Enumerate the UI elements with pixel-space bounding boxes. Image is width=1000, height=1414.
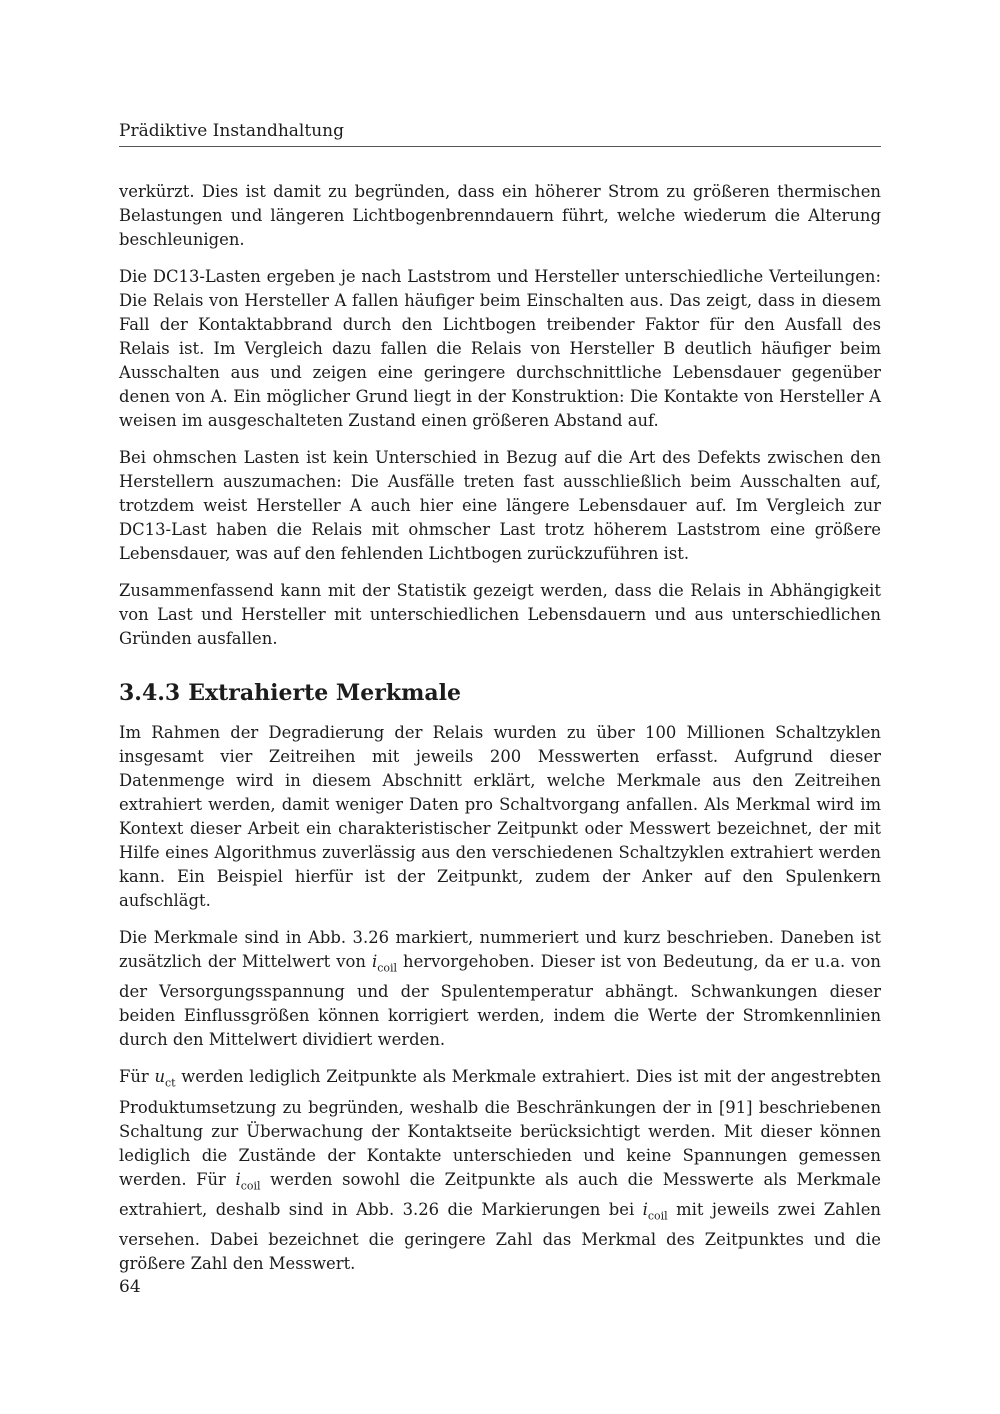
- math-symbol-i-coil: [371, 952, 398, 975]
- body-paragraph-2: Die DC13-Lasten ergeben je nach Laststrom und Hersteller unterschiedliche Verteilungen: Die Relais von Hersteller A fallen häufiger beim Einschalten aus. Das zeigt, dass in diesem Fall der Kontaktabbrand durch den Lichtbogen treibender Faktor für den Ausfall des Relais ist. Im Vergleich dazu fallen die Relais von Hersteller B deutlich häufiger beim Ausschalten aus und zeigen eine geringere durchschnittliche Lebensdauer gegenüber denen von A. Ein möglicher Grund liegt in der Konstruktion: Die Kontakte von Hersteller A weisen im ausgeschalteten Zustand einen größeren Abstand auf.: [119, 267, 881, 430]
- text-run: hervorgehoben. Dieser ist von Bedeutung, da er u.a. von der Versorgungsspannung und der Spulentemperatur abhängt. Schwankungen dieser beiden Einflussgrößen können korrigiert werden, indem die Werte der Stromkennlinien durch den Mittelwert dividiert werden.: [119, 952, 881, 1050]
- section-paragraph-3: [119, 1065, 881, 1276]
- text-run: werden sowohl die Zeitpunkte als auch die Messwerte als Merkmale extrahiert, deshalb sind in Abb. 3.26 die Markierungen bei: [119, 1169, 881, 1219]
- math-variable: i: [642, 1199, 648, 1219]
- body-paragraph-1: verkürzt. Dies ist damit zu begründen, dass ein höherer Strom zu größeren thermischen Belastungen und längeren Lichtbogenbrenndauern führt, welche wiederum die Alterung beschleunigen.: [119, 182, 881, 249]
- math-symbol-i-coil: [642, 1199, 668, 1223]
- section-number: 3.4.3: [119, 680, 181, 706]
- text-run: Für: [119, 1067, 155, 1087]
- math-variable: u: [154, 1067, 165, 1087]
- math-subscript: coil: [240, 1178, 261, 1192]
- section-paragraph-2: [119, 926, 881, 1052]
- section-heading: [119, 679, 881, 707]
- text-run: mit jeweils zwei Zahlen versehen. Dabei bezeichnet die geringere Zahl das Merkmal des Zeitpunktes und die größere Zahl den Messwert.: [119, 1199, 881, 1274]
- section-paragraph-1: Im Rahmen der Degradierung der Relais wurden zu über 100 Millionen Schaltzyklen insgesamt vier Zeitreihen mit jeweils 200 Messwerten erfasst. Aufgrund dieser Datenmenge wird in diesem Abschnitt erklärt, welche Merkmale aus den Zeitreihen extrahiert werden, damit weniger Daten pro Schaltvorgang anfallen. Als Merkmal wird im Kontext dieser Arbeit ein charakteristischer Zeitpunkt oder Messwert bezeichnet, der mit Hilfe eines Algorithmus zuverlässig aus den verschiedenen Schaltzyklen extrahiert werden kann. Ein Beispiel hierfür ist der Zeitpunkt, zudem der Anker auf den Spulenkern aufschlägt.: [119, 723, 881, 910]
- page-number: 64: [119, 1277, 141, 1297]
- page-content: [119, 180, 881, 1289]
- running-header: Prädiktive Instandhaltung: [119, 120, 881, 147]
- math-variable: i: [235, 1169, 241, 1189]
- body-paragraph-3: Bei ohmschen Lasten ist kein Unterschied in Bezug auf die Art des Defekts zwischen den Herstellern auszumachen: Die Ausfälle treten fast ausschließlich beim Ausschalten auf, trotzdem weist Hersteller A auch hier eine längere Lebensdauer auf. Im Vergleich zur DC13-Last haben die Relais mit ohmscher Last trotz höherem Laststrom eine größere Lebensdauer, was auf den fehlenden Lichtbogen zurückzuführen ist.: [119, 448, 881, 563]
- math-symbol-i-coil: [235, 1169, 261, 1192]
- math-symbol-u-ct: [154, 1067, 176, 1090]
- math-variable: i: [371, 952, 378, 971]
- body-paragraph-4: Zusammenfassend kann mit der Statistik gezeigt werden, dass die Relais in Abhängigkeit von Last und Hersteller mit unterschiedlichen Lebensdauern und aus unterschiedlichen Gründen ausfallen.: [119, 581, 881, 648]
- section-title: Extrahierte Merkmale: [188, 680, 461, 706]
- text-run: Die Merkmale sind in Abb. 3.26 markiert, nummeriert und kurz beschrieben. Daneben ist zusätzlich der Mittelwert von: [119, 928, 881, 971]
- math-subscript: coil: [647, 1209, 668, 1223]
- text-run: werden lediglich Zeitpunkte als Merkmale extrahiert. Dies ist mit der angestrebten Produktumsetzung zu begründen, weshalb die Beschränkungen der in [91] beschriebenen Schaltung zur Überwachung der Kontaktseite berücksichtigt werden. Mit dieser können lediglich die Zustände der Kontakte unterschieden und keine Spannungen gemessen werden. Für: [119, 1067, 881, 1189]
- math-subscript: ct: [165, 1076, 176, 1090]
- math-subscript: coil: [377, 961, 398, 975]
